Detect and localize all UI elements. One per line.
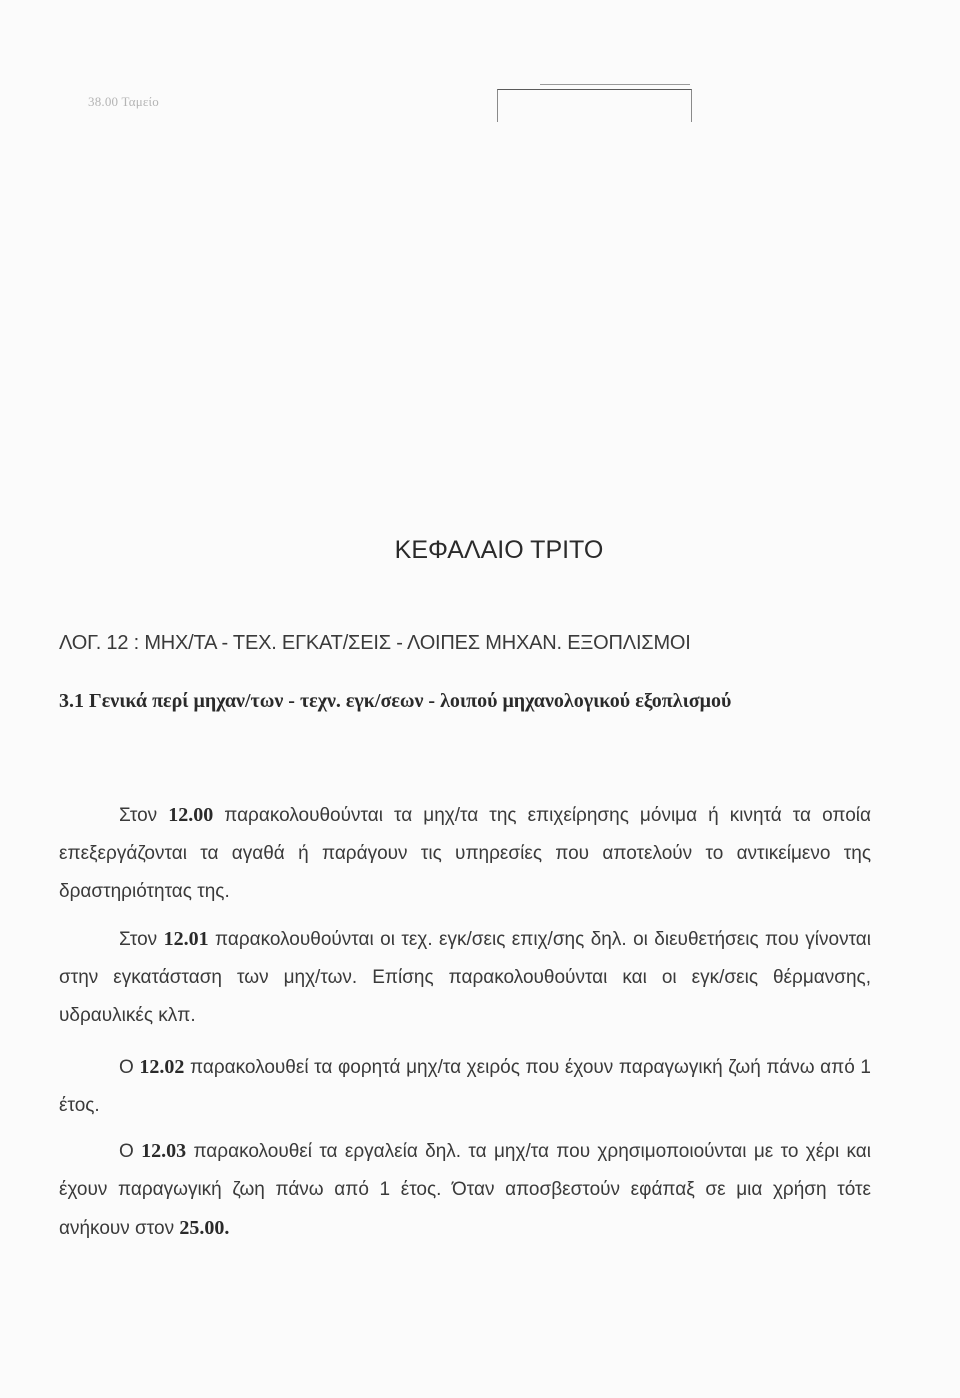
paragraph-text: παρακολουθούνται οι τεχ. εγκ/σεις επιχ/σης δηλ. οι διευθετήσεις που γίνονται στην εγκατάσταση των μηχ/των. Επίσης παρακολουθούνται και οι εγκ/σεις θέρμανσης, υδραυλικές κλπ. — [59, 929, 872, 1026]
account-code-reference: 25.00. — [179, 1217, 230, 1239]
paragraph-prefix: Στον — [119, 805, 169, 826]
body-paragraph-4 — [59, 1132, 871, 1248]
body-paragraph-3 — [59, 1048, 871, 1125]
stamp-box-line — [540, 84, 690, 85]
account-title: ΛΟΓ. 12 : ΜΗΧ/ΤΑ - ΤΕΧ. ΕΓΚΑΤ/ΣΕΙΣ - ΛΟΙΠΕΣ ΜΗΧΑΝ. ΕΞΟΠΛΙΣΜΟΙ — [59, 632, 691, 654]
stamp-box — [497, 89, 692, 122]
paragraph-text: παρακολουθεί τα φορητά μηχ/τα χειρός που έχουν παραγωγική ζωή πάνω από 1 έτος. — [59, 1057, 872, 1116]
body-paragraph-2 — [59, 920, 871, 1035]
account-code: 12.00 — [168, 804, 214, 826]
paragraph-prefix: Ο — [119, 1057, 140, 1078]
account-code: 12.01 — [163, 928, 209, 950]
paragraph-prefix: Ο — [119, 1141, 142, 1162]
account-code: 12.02 — [139, 1056, 185, 1078]
section-heading: 3.1 Γενικά περί μηχαν/των - τεχν. εγκ/σεων - λοιπού μηχανολογικού εξοπλισμού — [59, 690, 732, 712]
body-paragraph-1 — [59, 796, 871, 911]
chapter-title: ΚΕΦΑΛΑΙΟ ΤΡΙΤΟ — [394, 536, 604, 564]
paragraph-text: παρακολουθεί τα εργαλεία δηλ. τα μηχ/τα που χρησιμοποιούνται με το χέρι και έχουν παραγωγική ζωη πάνω από 1 έτος. Όταν αποσβεστούν εφάπαξ σε μια χρήση τότε ανήκουν στον — [59, 1141, 872, 1239]
paragraph-prefix: Στον — [119, 929, 164, 950]
faded-stamp-text: 38.00 Ταμείο — [88, 94, 159, 109]
account-code: 12.03 — [141, 1140, 187, 1162]
paragraph-text: παρακολουθούνται τα μηχ/τα της επιχείρησης μόνιμα ή κινητά τα οποία επεξεργάζονται τα αγαθά ή παράγουν τις υπηρεσίες που αποτελούν το αντικείμενο της δραστηριότητας της. — [59, 805, 871, 902]
